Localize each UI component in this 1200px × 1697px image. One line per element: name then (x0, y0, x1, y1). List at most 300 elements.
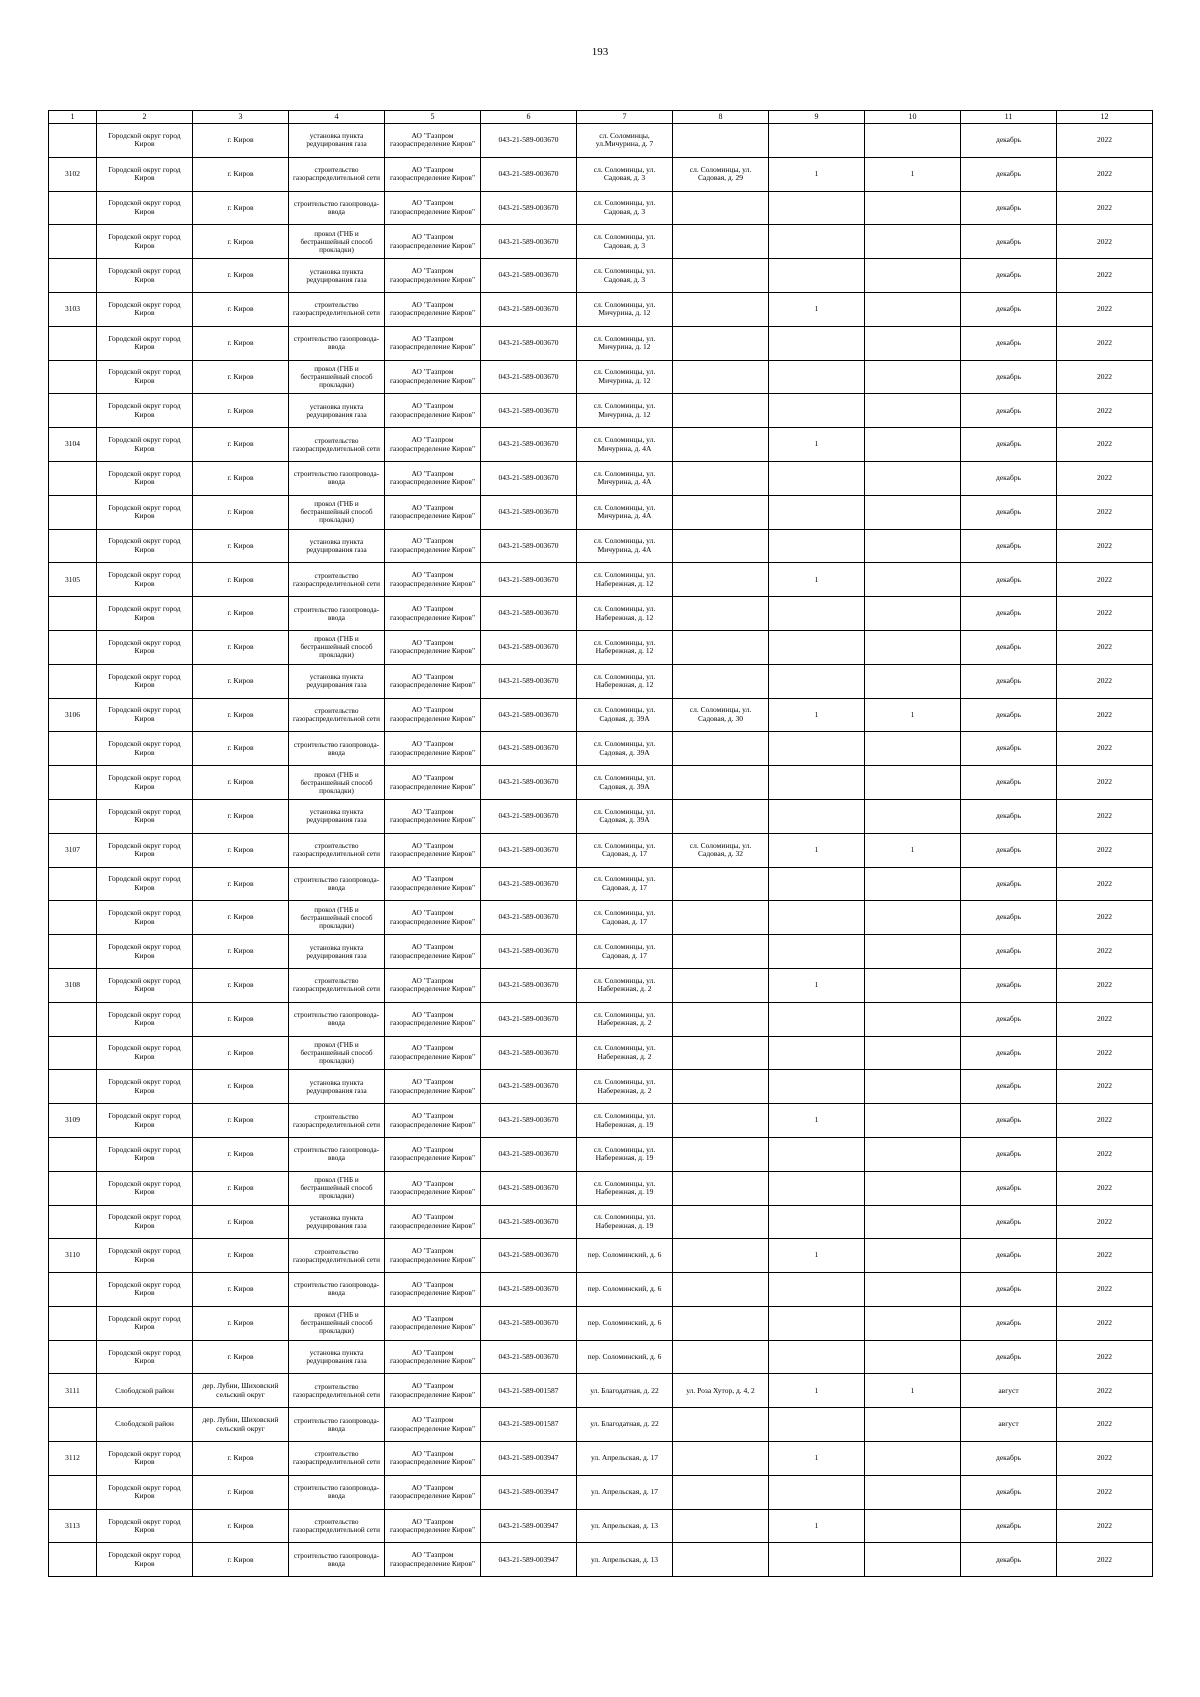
cell-work-type: строительство газораспределительной сети (289, 1239, 385, 1273)
cell-address: сл. Соломинцы, ул. Садовая, д. 17 (577, 867, 673, 901)
cell-settlement: г. Киров (193, 563, 289, 597)
cell-number (49, 799, 97, 833)
cell-code: 043-21-589-001587 (481, 1408, 577, 1442)
column-header: 1 (49, 111, 97, 124)
cell-count-a (769, 1408, 865, 1442)
cell-number (49, 1543, 97, 1577)
cell-extra-address (673, 326, 769, 360)
cell-organization: АО "Газпром газораспределение Киров" (385, 428, 481, 462)
cell-number (49, 1306, 97, 1340)
cell-work-type: установка пункта редуцирования газа (289, 529, 385, 563)
cell-work-type: прокол (ГНБ и бестраншейный способ прокладки) (289, 1306, 385, 1340)
cell-count-b (865, 360, 961, 394)
cell-extra-address (673, 225, 769, 259)
cell-extra-address (673, 1442, 769, 1476)
cell-municipality: Слободской район (97, 1408, 193, 1442)
cell-work-type: строительство газопровода-ввода (289, 191, 385, 225)
cell-count-b (865, 1273, 961, 1307)
cell-municipality: Городской округ город Киров (97, 766, 193, 800)
cell-municipality: Городской округ город Киров (97, 1509, 193, 1543)
cell-work-type: прокол (ГНБ и бестраншейный способ прокладки) (289, 630, 385, 664)
cell-address: ул. Апрельская, д. 13 (577, 1543, 673, 1577)
cell-number (49, 1036, 97, 1070)
cell-work-type: прокол (ГНБ и бестраншейный способ прокладки) (289, 1171, 385, 1205)
cell-count-b (865, 292, 961, 326)
cell-municipality: Городской округ город Киров (97, 1475, 193, 1509)
cell-number (49, 935, 97, 969)
cell-year: 2022 (1057, 1374, 1153, 1408)
cell-extra-address (673, 1036, 769, 1070)
column-header: 4 (289, 111, 385, 124)
cell-month: декабрь (961, 1171, 1057, 1205)
table-row (49, 1205, 1153, 1239)
cell-settlement: г. Киров (193, 360, 289, 394)
cell-code: 043-21-589-003670 (481, 1340, 577, 1374)
cell-count-a (769, 1205, 865, 1239)
cell-settlement: г. Киров (193, 292, 289, 326)
cell-count-a (769, 259, 865, 293)
cell-code: 043-21-589-003670 (481, 225, 577, 259)
cell-code: 043-21-589-003670 (481, 698, 577, 732)
cell-settlement: г. Киров (193, 664, 289, 698)
cell-address: ул. Апрельская, д. 17 (577, 1475, 673, 1509)
cell-address: сл. Соломинцы, ул. Набережная, д. 19 (577, 1205, 673, 1239)
cell-number: 3102 (49, 157, 97, 191)
cell-organization: АО "Газпром газораспределение Киров" (385, 732, 481, 766)
cell-number (49, 495, 97, 529)
cell-work-type: строительство газопровода-ввода (289, 597, 385, 631)
cell-settlement: г. Киров (193, 833, 289, 867)
cell-address: пер. Соломинский, д. 6 (577, 1306, 673, 1340)
cell-count-b (865, 495, 961, 529)
cell-count-a (769, 766, 865, 800)
cell-number (49, 326, 97, 360)
cell-extra-address (673, 394, 769, 428)
cell-municipality: Городской округ город Киров (97, 1104, 193, 1138)
cell-municipality: Городской округ город Киров (97, 191, 193, 225)
cell-year: 2022 (1057, 1137, 1153, 1171)
cell-code: 043-21-589-003670 (481, 833, 577, 867)
cell-code: 043-21-589-003670 (481, 1205, 577, 1239)
cell-settlement: г. Киров (193, 1104, 289, 1138)
cell-municipality: Городской округ город Киров (97, 1171, 193, 1205)
cell-extra-address (673, 799, 769, 833)
cell-year: 2022 (1057, 799, 1153, 833)
cell-year: 2022 (1057, 732, 1153, 766)
cell-settlement: г. Киров (193, 1442, 289, 1476)
cell-month: август (961, 1374, 1057, 1408)
cell-month: декабрь (961, 597, 1057, 631)
cell-code: 043-21-589-003670 (481, 1070, 577, 1104)
cell-year: 2022 (1057, 1239, 1153, 1273)
cell-year: 2022 (1057, 1036, 1153, 1070)
cell-count-b: 1 (865, 833, 961, 867)
cell-month: декабрь (961, 968, 1057, 1002)
cell-settlement: г. Киров (193, 1509, 289, 1543)
cell-count-b (865, 428, 961, 462)
cell-year: 2022 (1057, 563, 1153, 597)
cell-address: сл. Соломинцы, ул. Набережная, д. 19 (577, 1104, 673, 1138)
cell-address: сл. Соломинцы, ул.Мичурина, д. 7 (577, 124, 673, 158)
cell-settlement: г. Киров (193, 867, 289, 901)
cell-organization: АО "Газпром газораспределение Киров" (385, 191, 481, 225)
cell-year: 2022 (1057, 461, 1153, 495)
cell-count-a (769, 1036, 865, 1070)
cell-extra-address (673, 1273, 769, 1307)
cell-month: декабрь (961, 225, 1057, 259)
cell-year: 2022 (1057, 1475, 1153, 1509)
cell-count-b (865, 1104, 961, 1138)
table-row (49, 1306, 1153, 1340)
cell-month: декабрь (961, 495, 1057, 529)
column-header: 5 (385, 111, 481, 124)
cell-code: 043-21-589-003670 (481, 597, 577, 631)
cell-code: 043-21-589-003670 (481, 1104, 577, 1138)
cell-organization: АО "Газпром газораспределение Киров" (385, 1171, 481, 1205)
cell-organization: АО "Газпром газораспределение Киров" (385, 259, 481, 293)
cell-number: 3107 (49, 833, 97, 867)
table-row (49, 1374, 1153, 1408)
cell-month: декабрь (961, 1002, 1057, 1036)
cell-settlement: г. Киров (193, 1273, 289, 1307)
cell-number (49, 461, 97, 495)
table-row (49, 732, 1153, 766)
cell-count-b (865, 225, 961, 259)
table-row (49, 1442, 1153, 1476)
cell-count-b: 1 (865, 698, 961, 732)
cell-extra-address (673, 259, 769, 293)
cell-count-b (865, 529, 961, 563)
cell-municipality: Городской округ город Киров (97, 630, 193, 664)
cell-count-a (769, 124, 865, 158)
cell-month: декабрь (961, 664, 1057, 698)
cell-address: сл. Соломинцы, ул. Набережная, д. 12 (577, 630, 673, 664)
cell-settlement: г. Киров (193, 394, 289, 428)
cell-work-type: строительство газораспределительной сети (289, 698, 385, 732)
cell-municipality: Городской округ город Киров (97, 1273, 193, 1307)
cell-number (49, 664, 97, 698)
cell-count-b (865, 1205, 961, 1239)
cell-year: 2022 (1057, 1340, 1153, 1374)
cell-organization: АО "Газпром газораспределение Киров" (385, 394, 481, 428)
table-row (49, 1509, 1153, 1543)
cell-count-b (865, 1442, 961, 1476)
cell-year: 2022 (1057, 529, 1153, 563)
cell-address: пер. Соломинский, д. 6 (577, 1239, 673, 1273)
cell-organization: АО "Газпром газораспределение Киров" (385, 1070, 481, 1104)
cell-month: декабрь (961, 732, 1057, 766)
table-body (49, 124, 1153, 1577)
cell-count-a (769, 360, 865, 394)
table-row (49, 799, 1153, 833)
cell-settlement: г. Киров (193, 259, 289, 293)
cell-settlement: г. Киров (193, 1475, 289, 1509)
cell-address: сл. Соломинцы, ул. Набережная, д. 2 (577, 1036, 673, 1070)
cell-month: декабрь (961, 360, 1057, 394)
cell-code: 043-21-589-003670 (481, 563, 577, 597)
cell-count-b (865, 1509, 961, 1543)
cell-municipality: Городской округ город Киров (97, 1442, 193, 1476)
cell-code: 043-21-589-003670 (481, 124, 577, 158)
cell-month: декабрь (961, 1509, 1057, 1543)
cell-number (49, 1408, 97, 1442)
cell-work-type: строительство газопровода-ввода (289, 867, 385, 901)
cell-month: декабрь (961, 1273, 1057, 1307)
cell-count-b (865, 563, 961, 597)
cell-count-b (865, 1408, 961, 1442)
cell-month: декабрь (961, 1475, 1057, 1509)
cell-organization: АО "Газпром газораспределение Киров" (385, 1509, 481, 1543)
cell-count-b (865, 664, 961, 698)
cell-count-b (865, 1543, 961, 1577)
cell-code: 043-21-589-003670 (481, 1306, 577, 1340)
cell-month: декабрь (961, 461, 1057, 495)
cell-code: 043-21-589-003670 (481, 1036, 577, 1070)
cell-month: декабрь (961, 1442, 1057, 1476)
cell-count-b (865, 597, 961, 631)
cell-number (49, 1137, 97, 1171)
cell-work-type: установка пункта редуцирования газа (289, 1205, 385, 1239)
table-row (49, 191, 1153, 225)
column-header: 3 (193, 111, 289, 124)
cell-address: сл. Соломинцы, ул. Набережная, д. 19 (577, 1171, 673, 1205)
cell-number (49, 1273, 97, 1307)
cell-work-type: прокол (ГНБ и бестраншейный способ прокладки) (289, 766, 385, 800)
cell-settlement: г. Киров (193, 461, 289, 495)
cell-work-type: установка пункта редуцирования газа (289, 1340, 385, 1374)
cell-work-type: прокол (ГНБ и бестраншейный способ прокладки) (289, 495, 385, 529)
cell-year: 2022 (1057, 292, 1153, 326)
cell-month: август (961, 1408, 1057, 1442)
cell-settlement: г. Киров (193, 428, 289, 462)
cell-municipality: Городской округ город Киров (97, 529, 193, 563)
cell-extra-address (673, 1205, 769, 1239)
cell-municipality: Городской округ город Киров (97, 495, 193, 529)
cell-code: 043-21-589-003670 (481, 1273, 577, 1307)
cell-extra-address: сл. Соломинцы, ул. Садовая, д. 29 (673, 157, 769, 191)
cell-number (49, 1475, 97, 1509)
cell-address: сл. Соломинцы, ул. Мичурина, д. 12 (577, 292, 673, 326)
cell-count-a (769, 901, 865, 935)
cell-number (49, 394, 97, 428)
column-number-row (49, 111, 1153, 124)
cell-address: сл. Соломинцы, ул. Садовая, д. 17 (577, 901, 673, 935)
cell-work-type: установка пункта редуцирования газа (289, 394, 385, 428)
cell-settlement: г. Киров (193, 597, 289, 631)
cell-count-b (865, 1306, 961, 1340)
cell-count-a: 1 (769, 428, 865, 462)
cell-year: 2022 (1057, 1171, 1153, 1205)
cell-settlement: г. Киров (193, 225, 289, 259)
cell-work-type: строительство газораспределительной сети (289, 428, 385, 462)
cell-municipality: Городской округ город Киров (97, 1239, 193, 1273)
table-row (49, 935, 1153, 969)
cell-month: декабрь (961, 191, 1057, 225)
cell-municipality: Городской округ город Киров (97, 259, 193, 293)
cell-address: сл. Соломинцы, ул. Садовая, д. 39А (577, 766, 673, 800)
cell-year: 2022 (1057, 124, 1153, 158)
cell-year: 2022 (1057, 191, 1153, 225)
cell-year: 2022 (1057, 157, 1153, 191)
cell-address: сл. Соломинцы, ул. Садовая, д. 39А (577, 698, 673, 732)
table-row (49, 1273, 1153, 1307)
cell-month: декабрь (961, 901, 1057, 935)
cell-number (49, 1002, 97, 1036)
cell-year: 2022 (1057, 326, 1153, 360)
cell-extra-address (673, 1475, 769, 1509)
cell-code: 043-21-589-003670 (481, 292, 577, 326)
cell-year: 2022 (1057, 1205, 1153, 1239)
cell-code: 043-21-589-003670 (481, 259, 577, 293)
cell-extra-address (673, 1171, 769, 1205)
column-header: 8 (673, 111, 769, 124)
cell-code: 043-21-589-003670 (481, 191, 577, 225)
cell-work-type: строительство газопровода-ввода (289, 1002, 385, 1036)
cell-count-b (865, 1070, 961, 1104)
cell-organization: АО "Газпром газораспределение Киров" (385, 1205, 481, 1239)
cell-number: 3112 (49, 1442, 97, 1476)
cell-count-b (865, 901, 961, 935)
cell-settlement: г. Киров (193, 1543, 289, 1577)
cell-municipality: Городской округ город Киров (97, 124, 193, 158)
cell-work-type: строительство газораспределительной сети (289, 1374, 385, 1408)
table-row (49, 698, 1153, 732)
cell-count-a (769, 1171, 865, 1205)
cell-municipality: Городской округ город Киров (97, 732, 193, 766)
table-row (49, 766, 1153, 800)
cell-count-b: 1 (865, 157, 961, 191)
cell-count-a (769, 461, 865, 495)
cell-organization: АО "Газпром газораспределение Киров" (385, 292, 481, 326)
cell-number (49, 867, 97, 901)
cell-code: 043-21-589-003670 (481, 529, 577, 563)
cell-month: декабрь (961, 1036, 1057, 1070)
cell-number (49, 124, 97, 158)
cell-count-a: 1 (769, 833, 865, 867)
cell-organization: АО "Газпром газораспределение Киров" (385, 1408, 481, 1442)
cell-organization: АО "Газпром газораспределение Киров" (385, 597, 481, 631)
cell-municipality: Городской округ город Киров (97, 698, 193, 732)
cell-count-a: 1 (769, 1442, 865, 1476)
cell-code: 043-21-589-003670 (481, 968, 577, 1002)
cell-work-type: установка пункта редуцирования газа (289, 124, 385, 158)
cell-organization: АО "Газпром газораспределение Киров" (385, 1442, 481, 1476)
cell-organization: АО "Газпром газораспределение Киров" (385, 157, 481, 191)
cell-municipality: Городской округ город Киров (97, 968, 193, 1002)
cell-count-a (769, 664, 865, 698)
cell-extra-address (673, 630, 769, 664)
cell-month: декабрь (961, 124, 1057, 158)
cell-municipality: Городской округ город Киров (97, 225, 193, 259)
cell-count-b: 1 (865, 1374, 961, 1408)
cell-month: декабрь (961, 259, 1057, 293)
cell-count-b (865, 935, 961, 969)
cell-month: декабрь (961, 1543, 1057, 1577)
cell-year: 2022 (1057, 225, 1153, 259)
cell-month: декабрь (961, 394, 1057, 428)
cell-year: 2022 (1057, 1543, 1153, 1577)
cell-month: декабрь (961, 935, 1057, 969)
cell-extra-address (673, 1070, 769, 1104)
cell-year: 2022 (1057, 1002, 1153, 1036)
cell-count-b (865, 259, 961, 293)
cell-municipality: Городской округ город Киров (97, 1543, 193, 1577)
column-header: 9 (769, 111, 865, 124)
cell-address: ул. Апрельская, д. 17 (577, 1442, 673, 1476)
column-header: 10 (865, 111, 961, 124)
cell-settlement: г. Киров (193, 698, 289, 732)
cell-number (49, 360, 97, 394)
cell-code: 043-21-589-003670 (481, 461, 577, 495)
cell-municipality: Городской округ город Киров (97, 461, 193, 495)
cell-address: ул. Благодатная, д. 22 (577, 1408, 673, 1442)
table-row (49, 1475, 1153, 1509)
cell-month: декабрь (961, 630, 1057, 664)
cell-extra-address (673, 1104, 769, 1138)
cell-code: 043-21-589-003670 (481, 1137, 577, 1171)
cell-municipality: Городской округ город Киров (97, 1070, 193, 1104)
cell-year: 2022 (1057, 1070, 1153, 1104)
cell-code: 043-21-589-001587 (481, 1374, 577, 1408)
cell-count-a (769, 1273, 865, 1307)
table-row (49, 1543, 1153, 1577)
cell-count-a: 1 (769, 698, 865, 732)
cell-count-a (769, 867, 865, 901)
cell-count-a: 1 (769, 1509, 865, 1543)
cell-settlement: г. Киров (193, 124, 289, 158)
cell-code: 043-21-589-003670 (481, 326, 577, 360)
cell-count-a (769, 326, 865, 360)
cell-month: декабрь (961, 799, 1057, 833)
cell-count-b (865, 461, 961, 495)
cell-work-type: строительство газопровода-ввода (289, 461, 385, 495)
cell-code: 043-21-589-003670 (481, 1171, 577, 1205)
cell-number: 3111 (49, 1374, 97, 1408)
cell-count-a (769, 1137, 865, 1171)
page-number: 193 (591, 46, 609, 58)
cell-work-type: установка пункта редуцирования газа (289, 799, 385, 833)
cell-municipality: Городской округ город Киров (97, 799, 193, 833)
cell-extra-address (673, 664, 769, 698)
cell-settlement: дер. Лубни, Шиховский сельский округ (193, 1374, 289, 1408)
cell-work-type: строительство газопровода-ввода (289, 1408, 385, 1442)
cell-municipality: Городской округ город Киров (97, 597, 193, 631)
cell-municipality: Слободской район (97, 1374, 193, 1408)
cell-settlement: г. Киров (193, 1036, 289, 1070)
cell-municipality: Городской округ город Киров (97, 1306, 193, 1340)
cell-number (49, 630, 97, 664)
cell-count-a (769, 394, 865, 428)
cell-number: 3113 (49, 1509, 97, 1543)
column-header: 2 (97, 111, 193, 124)
table-row (49, 597, 1153, 631)
column-header: 11 (961, 111, 1057, 124)
cell-organization: АО "Газпром газораспределение Киров" (385, 360, 481, 394)
cell-count-a: 1 (769, 1104, 865, 1138)
cell-count-a (769, 799, 865, 833)
cell-month: декабрь (961, 1239, 1057, 1273)
cell-number: 3105 (49, 563, 97, 597)
cell-settlement: г. Киров (193, 732, 289, 766)
table-row (49, 124, 1153, 158)
cell-code: 043-21-589-003670 (481, 157, 577, 191)
cell-count-a (769, 597, 865, 631)
cell-extra-address (673, 428, 769, 462)
cell-count-a (769, 630, 865, 664)
cell-extra-address (673, 529, 769, 563)
cell-address: сл. Соломинцы, ул. Садовая, д. 3 (577, 191, 673, 225)
cell-organization: АО "Газпром газораспределение Киров" (385, 461, 481, 495)
